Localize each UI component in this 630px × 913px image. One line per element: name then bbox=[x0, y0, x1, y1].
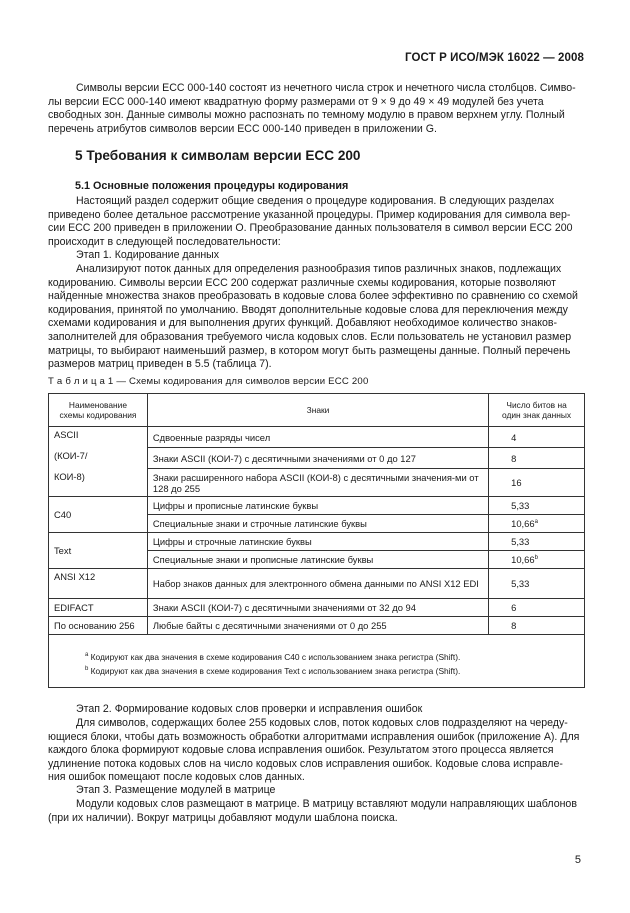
text-line: (при их наличии). Вокруг матрицы добавляют модули шаблона поиска. bbox=[48, 811, 398, 824]
scheme-ascii: (КОИ-7/ bbox=[49, 448, 148, 469]
text-line: свободных зон. Данные символы можно распознать по темному модулю в правом верхнем углу. Полный bbox=[48, 109, 565, 122]
step-1-title: Этап 1. Кодирование данных bbox=[76, 249, 220, 261]
text-line: удлинение потока кодовых слов на число кодовых слов исправления ошибок. Кодовые слова исправле- bbox=[48, 757, 563, 770]
scheme-ascii: ASCII bbox=[49, 427, 148, 448]
section-5-1-paragraph bbox=[48, 195, 584, 249]
table-row bbox=[49, 533, 585, 551]
bits-value: 10,66 bbox=[511, 518, 535, 529]
bits-cell: 8 bbox=[489, 617, 585, 635]
header-scheme-name bbox=[49, 394, 148, 427]
text-line: перечень атрибутов символов версии ECC 000-140 приведен в приложении G. bbox=[48, 122, 437, 135]
text-line: Настоящий раздел содержит общие сведения о процедуре кодирования. В следующих разделах bbox=[76, 195, 555, 207]
bits-cell: 5,33 bbox=[489, 533, 585, 551]
section-5-heading: 5 Требования к символам версии ECC 200 bbox=[75, 148, 361, 163]
bits-cell bbox=[489, 515, 585, 533]
document-header: ГОСТ Р ИСО/МЭК 16022 — 2008 bbox=[405, 52, 584, 64]
bits-cell: 4 bbox=[489, 427, 585, 448]
text-line: каждого блока формируют кодовые слова исправления ошибок. Результатом этого процесса является bbox=[48, 744, 554, 757]
step-3-paragraph bbox=[48, 798, 584, 825]
table-1-encoding-schemes bbox=[48, 393, 585, 688]
characters-cell: Цифры и строчные латинские буквы bbox=[147, 533, 488, 551]
header-text: один знак данных bbox=[502, 410, 572, 420]
section-5-1-heading: 5.1 Основные положения процедуры кодирования bbox=[75, 180, 349, 192]
table-row bbox=[49, 469, 585, 497]
text-line: Символы версии ECC 000-140 состоят из нечетного числа строк и нечетного числа столбцов. Симво- bbox=[76, 82, 576, 94]
text-line: Анализируют поток данных для определения разнообразия типов различных знаков, подлежащих bbox=[76, 263, 562, 275]
scheme-base256: По основанию 256 bbox=[49, 617, 148, 635]
characters-cell: Знаки ASCII (КОИ-7) с десятичными значениями от 0 до 127 bbox=[147, 448, 488, 469]
footnote-text: Кодируют как два значения в схеме кодирования C40 с использованием знака регистра (Shift). bbox=[88, 651, 461, 662]
footnote-mark: a bbox=[85, 652, 89, 658]
bits-cell: 16 bbox=[489, 469, 585, 497]
step-1-paragraph bbox=[48, 263, 584, 372]
footnote-text: Кодируют как два значения в схеме кодирования Text с использованием знака регистра (Shift). bbox=[88, 665, 461, 676]
characters-cell: Специальные знаки и прописные латинские буквы bbox=[147, 551, 488, 569]
bits-cell: 8 bbox=[489, 448, 585, 469]
text-line: ния ошибок помещают после кодовых слов данных. bbox=[48, 771, 305, 784]
bits-cell: 6 bbox=[489, 599, 585, 617]
footnote-a bbox=[85, 649, 576, 663]
step-2-title: Этап 2. Формирование кодовых слов проверки и исправления ошибок bbox=[76, 703, 423, 715]
header-text: схемы кодирования bbox=[59, 410, 137, 420]
scheme-text: Text bbox=[49, 533, 148, 569]
table-row bbox=[49, 569, 585, 599]
text-line: кодирования, принятой по умолчанию. Вводят дополнительные кодовые слова для переключения между bbox=[48, 303, 568, 316]
footnote-mark: b bbox=[534, 554, 538, 561]
header-characters: Знаки bbox=[147, 394, 488, 427]
table-row bbox=[49, 427, 585, 448]
scheme-edifact: EDIFACT bbox=[49, 599, 148, 617]
page-number: 5 bbox=[574, 854, 581, 866]
header-text: Наименование bbox=[68, 399, 127, 410]
text-line: найденные множества знаков преобразовать в кодовые слова более эффективно по сравнению со схемой bbox=[48, 290, 578, 303]
scheme-ascii: КОИ-8) bbox=[49, 469, 148, 497]
footnote-mark: b bbox=[85, 665, 89, 672]
table-row bbox=[49, 599, 585, 617]
bits-cell: 5,33 bbox=[489, 569, 585, 599]
table-header-row bbox=[49, 394, 585, 427]
footnote-b bbox=[85, 663, 576, 677]
table-row bbox=[49, 617, 585, 635]
text-line: схемами кодирования и для выполнения других функций. Добавляют необходимое количество знаков- bbox=[48, 317, 558, 330]
characters-cell: Любые байты с десятичными значениями от 0 до 255 bbox=[147, 617, 488, 635]
scheme-c40: C40 bbox=[49, 497, 148, 533]
text-line: происходит в следующей последовательности: bbox=[48, 235, 281, 248]
bits-cell: 5,33 bbox=[489, 497, 585, 515]
text-line: Для символов, содержащих более 255 кодовых слов, поток кодовых слов подразделяют на череду- bbox=[76, 717, 568, 729]
step-3-title: Этап 3. Размещение модулей в матрице bbox=[76, 784, 276, 796]
characters-cell: Специальные знаки и строчные латинские буквы bbox=[147, 515, 488, 533]
text-line: Модули кодовых слов размещают в матрице. В матрицу вставляют модули направляющих шаблонов bbox=[76, 798, 577, 810]
characters-cell: Знаки ASCII (КОИ-7) с десятичными значениями от 32 до 94 bbox=[147, 599, 488, 617]
header-text: Число битов на bbox=[506, 399, 567, 410]
step-2-paragraph bbox=[48, 717, 584, 785]
table-footnotes bbox=[49, 635, 585, 688]
bits-value: 10,66 bbox=[511, 554, 535, 565]
characters-cell: Знаки расширенного набора ASCII (КОИ-8) с десятичными значения-ми от 128 до 255 bbox=[147, 469, 488, 497]
bits-cell bbox=[489, 551, 585, 569]
text-line: приведено более детальное рассмотрение указанной процедуры. Пример кодирования для символа вер- bbox=[48, 208, 571, 221]
table-notes-row bbox=[49, 635, 585, 688]
table-row bbox=[49, 497, 585, 515]
scheme-ansi-x12: ANSI X12 bbox=[49, 569, 148, 599]
intro-paragraph bbox=[48, 82, 584, 136]
text-line: лы версии ECC 000-140 имеют квадратную форму размерами от 9 × 9 до 49 × 49 модулей без учета bbox=[48, 95, 544, 108]
text-line: матрицы, то выбирают наименьший размер, в котором могут быть размещены данные. Полный перечень bbox=[48, 344, 571, 357]
text-line: заполнителей для образования требуемого числа кодовых слов. Если пользователь не установил размер bbox=[48, 330, 572, 343]
text-line: кодированию. Символы версии ECC 200 содержат различные схемы кодирования, которые позволяют bbox=[48, 276, 556, 289]
characters-cell: Сдвоенные разряды чисел bbox=[147, 427, 488, 448]
text-line: размеров матриц приведен в 5.5 (таблица 7). bbox=[48, 358, 272, 371]
table-row bbox=[49, 448, 585, 469]
text-line: сии ECC 200 приведен в приложении O. Преобразование данных пользователя в символ версии ECC 200 bbox=[48, 222, 573, 235]
footnote-mark: a bbox=[534, 518, 538, 525]
table-1-caption: Т а б л и ц а 1 — Схемы кодирования для символов версии ECC 200 bbox=[48, 376, 369, 387]
header-bits-per-char bbox=[489, 394, 585, 427]
characters-cell: Набор знаков данных для электронного обмена данными по ANSI X12 EDI bbox=[147, 569, 488, 599]
text-line: ющиеся блоки, чтобы дать возможность обработки алгоритмами исправления ошибок (приложение A). Для bbox=[48, 730, 580, 743]
characters-cell: Цифры и прописные латинские буквы bbox=[147, 497, 488, 515]
